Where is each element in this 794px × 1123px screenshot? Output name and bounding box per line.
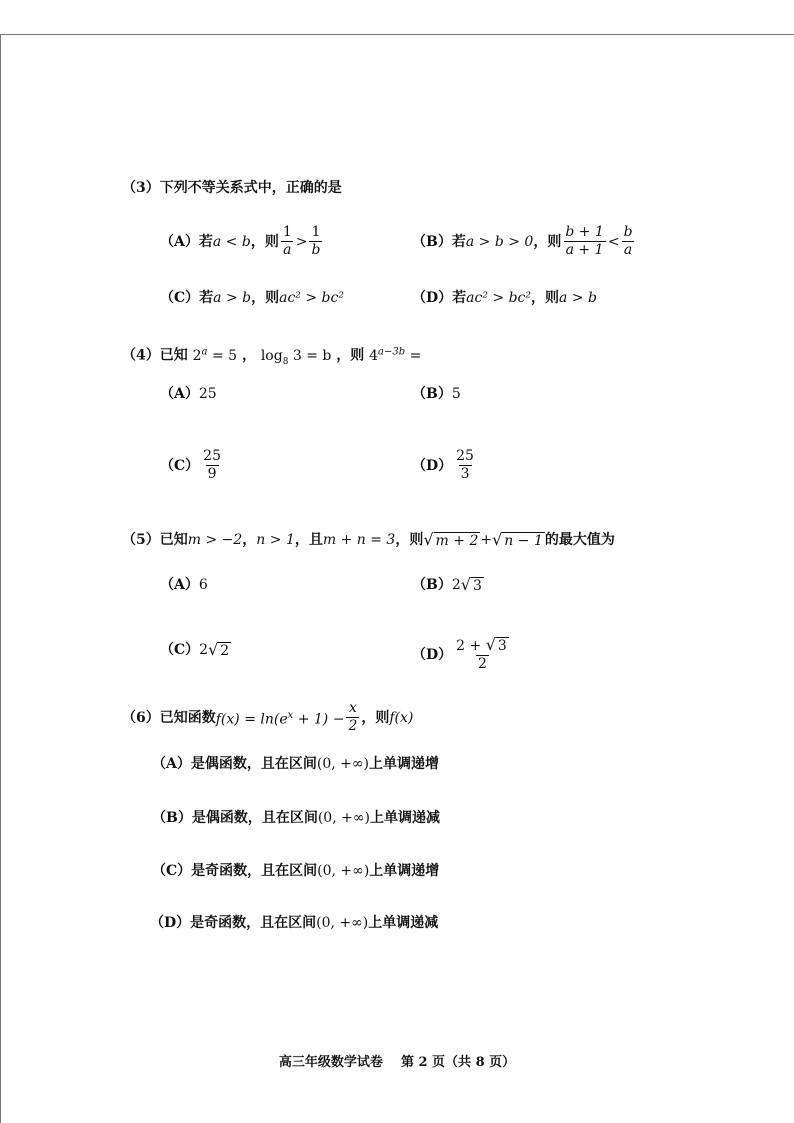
option-text: ，则 (531, 290, 559, 306)
separator: ，且 (294, 532, 323, 548)
question-3-option-c (160, 288, 344, 308)
fraction-numerator: 25 (456, 448, 474, 464)
question-5-text: ，则 (395, 532, 424, 548)
math-coefficient: 2 (451, 577, 461, 593)
math-base: 2 (192, 347, 202, 364)
option-text: 上单调递增 (369, 756, 439, 772)
math-term: 2 + (456, 638, 486, 654)
math-condition: m > −2 (187, 532, 243, 548)
interval: (0, +∞) (316, 756, 369, 772)
option-text: 上单调递增 (369, 863, 440, 879)
math-condition: m + n = 3 (322, 532, 396, 548)
question-6-stem (122, 700, 413, 735)
fraction (346, 700, 359, 735)
fraction-denominator: a (623, 242, 633, 258)
option-label: （A） (160, 233, 199, 250)
page-footer (0, 1051, 794, 1070)
math-coefficient: 2 (199, 642, 209, 658)
exam-title: 高三年级数学试卷 (278, 1055, 383, 1070)
question-4-option-c (160, 448, 225, 483)
option-text: 若 (198, 233, 213, 250)
math-rest: = (405, 347, 422, 364)
fraction-numerator (454, 636, 511, 655)
question-5-option-a (160, 575, 208, 595)
option-label: （D） (150, 915, 191, 931)
question-5-option-c (160, 640, 231, 660)
fraction-numerator: 25 (203, 448, 221, 464)
math-conclusion: ac² > bc² (279, 290, 344, 306)
question-4-text: ，则 (336, 347, 365, 364)
option-text: 是偶函数，且在区间 (190, 756, 317, 772)
math-condition: a > b (213, 290, 252, 306)
fraction-denominator: 9 (207, 466, 217, 482)
option-value: 6 (198, 577, 208, 593)
option-text: 上单调递减 (369, 810, 440, 826)
question-4-option-b (412, 384, 461, 404)
math-exponent: x (287, 709, 294, 721)
math-log-base: 8 (282, 356, 289, 367)
square-root: √ n − 1 (492, 530, 543, 549)
question-3-option-a (160, 224, 324, 259)
question-5-option-d (412, 636, 513, 673)
option-label: （D） (412, 457, 453, 474)
square-root: √ 3 (485, 635, 507, 654)
option-label: （A） (152, 756, 191, 772)
radicand: m + 2 (435, 533, 479, 549)
interval: (0, +∞) (317, 810, 370, 826)
fraction-denominator: 3 (460, 466, 470, 482)
question-5-text: （5）已知 (122, 532, 188, 548)
radicand: n − 1 (504, 533, 543, 549)
option-label: （C） (152, 863, 192, 879)
math-condition: n > 1 (256, 532, 295, 548)
question-6-option-d (150, 913, 438, 933)
question-6-option-c (152, 861, 439, 881)
option-label: （B） (412, 577, 452, 593)
radicand: 3 (497, 638, 507, 654)
fraction-denominator: a (283, 242, 292, 258)
fraction (454, 448, 476, 483)
option-text: 若 (451, 233, 466, 250)
fraction-numerator: b (623, 224, 633, 240)
fraction-numerator: 1 (282, 224, 292, 240)
option-label: （A） (160, 386, 199, 402)
square-root: √ 3 (460, 575, 482, 594)
question-3-text: （3）下列不等关系式中，正确的是 (122, 180, 342, 196)
option-text: 是奇函数，且在区间 (191, 863, 318, 879)
fraction-numerator: b + 1 (565, 224, 604, 240)
option-text: 是奇函数，且在区间 (190, 915, 317, 931)
question-4-stem (122, 342, 421, 371)
fraction-numerator: 1 (311, 224, 321, 240)
question-5-stem (122, 530, 615, 550)
fraction (454, 636, 511, 673)
fraction-denominator: 2 (348, 718, 358, 734)
option-label: （B） (152, 810, 192, 826)
fraction (201, 448, 223, 483)
separator: ， (242, 532, 257, 548)
question-4-option-d (412, 448, 478, 483)
radicand: 2 (220, 643, 230, 659)
option-label: （B） (412, 386, 452, 402)
question-6-option-a (152, 754, 439, 774)
question-3-option-d (412, 288, 597, 308)
math-condition: ac² > bc² (466, 290, 531, 306)
question-4-text: （4）已知 (122, 347, 188, 364)
separator: ， (241, 347, 256, 364)
math-base: 4 (369, 347, 379, 364)
page-number: 第 2 页（共 8 页） (400, 1055, 516, 1070)
question-6-text: ，则 (361, 709, 390, 726)
question-6-text: （6）已知函数 (122, 709, 216, 726)
question-4-option-a (160, 384, 217, 404)
fraction-denominator: a + 1 (565, 242, 604, 258)
math-term: + 1) − (293, 711, 345, 728)
option-label: （A） (160, 577, 199, 593)
option-label: （B） (412, 233, 452, 250)
math-expression (193, 348, 237, 364)
fraction-denominator: b (311, 242, 321, 258)
option-value: 5 (451, 386, 461, 402)
option-text: 若 (199, 290, 214, 306)
option-label: （C） (160, 457, 200, 474)
option-label: （D） (412, 290, 453, 306)
math-operator: < (607, 233, 620, 250)
question-5-option-b (412, 575, 484, 595)
math-log: log (260, 347, 283, 364)
math-condition: a > b > 0 (465, 233, 534, 250)
math-operator: + (480, 532, 493, 548)
radicand: 3 (472, 578, 482, 594)
fraction (563, 224, 606, 259)
question-5-text: 的最大值为 (544, 532, 615, 548)
math-rest: = 5 (207, 347, 238, 364)
fraction (622, 224, 635, 259)
square-root: √ 2 (208, 640, 230, 659)
option-text: 若 (452, 290, 467, 306)
math-conclusion: a > b (559, 290, 597, 306)
option-text: ，则 (250, 233, 279, 250)
option-text: ，则 (533, 233, 562, 250)
math-exponent: a−3b (378, 346, 406, 357)
math-expression (260, 347, 332, 367)
option-label: （D） (412, 646, 453, 663)
question-6-option-b (152, 808, 440, 828)
math-expression (369, 348, 421, 364)
interval: (0, +∞) (317, 863, 370, 879)
question-3-option-b (412, 224, 637, 259)
math-condition: a < b (212, 233, 251, 250)
option-label: （C） (160, 642, 200, 658)
square-root: √ m + 2 (423, 530, 479, 549)
math-rest: 3 = b (288, 347, 332, 364)
math-term: f(x) = ln(e (215, 711, 288, 728)
option-text: ，则 (251, 290, 280, 306)
fraction-denominator: 2 (478, 656, 487, 672)
option-text: 上单调递减 (368, 915, 439, 931)
fraction-numerator: x (348, 700, 357, 716)
option-label: （C） (160, 290, 200, 306)
interval: (0, +∞) (316, 915, 369, 931)
math-operator: > (295, 233, 308, 250)
option-text: 是偶函数，且在区间 (191, 810, 318, 826)
fraction (281, 224, 294, 259)
question-3-stem (122, 178, 342, 198)
math-function (216, 706, 345, 730)
math-function: f(x) (389, 709, 414, 726)
fraction (309, 224, 322, 259)
math-exponent: a (201, 346, 208, 357)
option-value: 25 (198, 386, 217, 402)
